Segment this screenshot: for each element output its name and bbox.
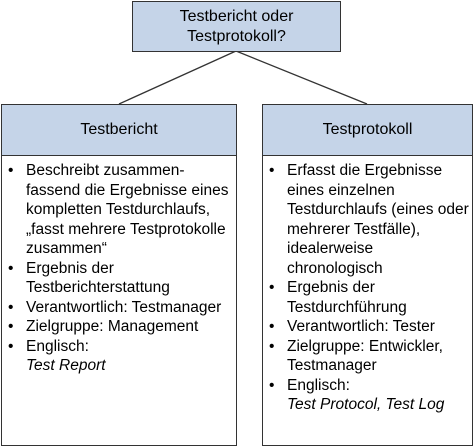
connector-line-left bbox=[119, 51, 236, 104]
testbericht-list-box bbox=[1, 155, 237, 446]
testbericht-item-responsible bbox=[2, 298, 236, 318]
testbericht-item-english-label: • Englisch: bbox=[26, 337, 89, 355]
testprotokoll-item-audience bbox=[263, 337, 472, 376]
testprotokoll-header bbox=[262, 104, 473, 156]
testprotokoll-item-responsible-text: • Verantwortlich: Tester bbox=[287, 318, 435, 335]
testbericht-item-responsible-text: • Verantwortlich: Testmanager bbox=[26, 298, 222, 316]
testprotokoll-item-english-label: • Englisch: bbox=[287, 376, 350, 394]
testbericht-item-audience-text: • Zielgruppe: Management bbox=[26, 318, 199, 335]
testprotokoll-english-term: Test Protocol, Test Log bbox=[287, 396, 445, 413]
testprotokoll-list-box bbox=[262, 155, 473, 446]
testprotokoll-item-result-text: • Ergebnis der Testdurchführung bbox=[287, 279, 407, 316]
testprotokoll-item-responsible bbox=[263, 317, 472, 337]
testbericht-item-result-text: • Ergebnis der Testberichterstattung bbox=[26, 259, 170, 296]
testbericht-header bbox=[1, 104, 237, 156]
testbericht-english-term: Test Report bbox=[26, 357, 106, 374]
testprotokoll-title: Testprotokoll bbox=[322, 121, 413, 138]
testbericht-item-description bbox=[2, 161, 236, 259]
testprotokoll-item-english bbox=[263, 376, 472, 415]
testprotokoll-item-result bbox=[263, 278, 472, 317]
connector-line-right bbox=[236, 51, 367, 104]
testbericht-item-result bbox=[2, 259, 236, 298]
question-text: Testbericht oder Testprotokoll? bbox=[179, 7, 294, 45]
testbericht-item-description-text: • Beschreibt zusammen-fassend die Ergebnisse eines kompletten Testdurchlaufs, „fasst mehrere Testprotokolle zusammen“ bbox=[26, 162, 229, 257]
testbericht-item-audience bbox=[2, 317, 236, 337]
testprotokoll-list bbox=[263, 161, 472, 415]
testprotokoll-item-description-text: • Erfasst die Ergebnisse eines einzelnen Testdurchlaufs (eines oder mehrerer Testfälle), idealerweise chronologisch bbox=[287, 162, 469, 277]
testprotokoll-item-audience-text: • Zielgruppe: Entwickler, Testmanager bbox=[287, 337, 443, 374]
testbericht-item-english bbox=[2, 337, 236, 376]
testbericht-title: Testbericht bbox=[80, 121, 158, 138]
question-box bbox=[132, 1, 341, 52]
testbericht-list bbox=[2, 161, 236, 376]
testprotokoll-item-description bbox=[263, 161, 472, 278]
